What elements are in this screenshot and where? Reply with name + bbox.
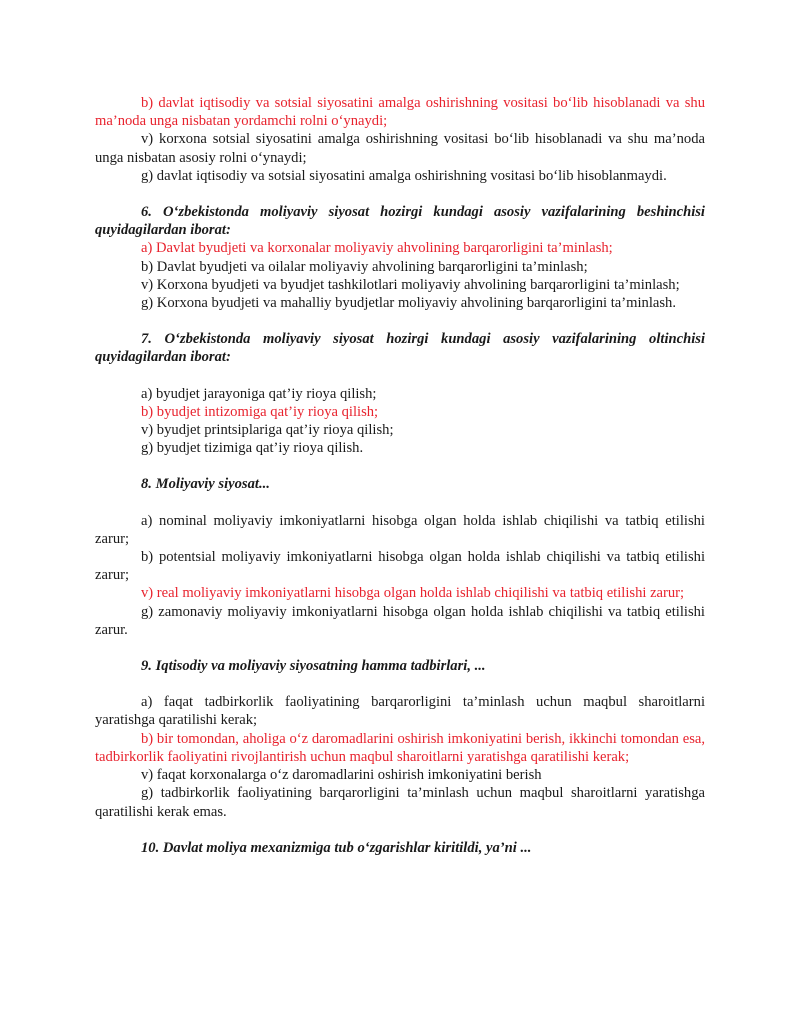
q8-option-b: b) potentsial moliyaviy imkoniyatlarni hisobga olgan holda ishlab chiqilishi va tatbiq etilishi zarur;	[95, 549, 705, 584]
q5-option-v: v) korxona sotsial siyosatini amalga oshirishning vositasi bo‘lib hisoblanadi va shu ma’noda unga nisbatan asosiy rolni o‘ynaydi;	[95, 131, 705, 166]
q6-option-v: v) Korxona byudjeti va byudjet tashkilotlari moliyaviy ahvolining barqarorligini ta’minlash;	[141, 276, 680, 293]
q10-question: 10. Davlat moliya mexanizmiga tub o‘zgarishlar kiritildi, ya’ni ...	[141, 839, 532, 856]
spacer	[95, 494, 705, 512]
spacer	[95, 367, 705, 385]
spacer	[95, 312, 705, 330]
q9-option-v: v) faqat korxonalarga o‘z daromadlarini oshirish imkoniyatini berish	[141, 767, 542, 784]
q9-option-b: b) bir tomondan, aholiga o‘z daromadlarini oshirish imkoniyatini berish, ikkinchi tomondan esa, tadbirkorlik faoliyatini rivojlantirish uchun maqbul sharoitlarni yaratishga qaratilishi kerak;	[95, 730, 705, 765]
q7-option-g: g) byudjet tizimiga qat’iy rioya qilish.	[141, 440, 364, 457]
q6-question: 6. O‘zbekistonda moliyaviy siyosat hozirgi kundagi asosiy vazifalarining beshinchisi quyidagilardan iborat:	[95, 204, 705, 239]
spacer	[95, 675, 705, 693]
q9-question: 9. Iqtisodiy va moliyaviy siyosatning hamma tadbirlari, ...	[141, 658, 486, 675]
q9-option-a: a) faqat tadbirkorlik faoliyatining barqarorligini ta’minlash uchun maqbul sharoitlarni yaratishga qaratilishi kerak;	[95, 694, 705, 729]
q8-option-g: g) zamonaviy moliyaviy imkoniyatlarni hisobga olgan holda ishlab chiqilishi va tatbiq etilishi zarur.	[95, 603, 705, 638]
q5-option-g: g) davlat iqtisodiy va sotsial siyosatini amalga oshirishning vositasi bo‘lib hisoblanmaydi.	[141, 167, 667, 184]
q8-question: 8. Moliyaviy siyosat...	[141, 476, 270, 493]
spacer	[95, 457, 705, 475]
q6-option-a: a) Davlat byudjeti va korxonalar moliyaviy ahvolining barqarorligini ta’minlash;	[141, 240, 613, 257]
document-page	[95, 94, 705, 857]
q9-option-g: g) tadbirkorlik faoliyatining barqarorligini ta’minlash uchun maqbul sharoitlarni yaratishga qaratilishi kerak emas.	[95, 785, 705, 820]
q6-option-b: b) Davlat byudjeti va oilalar moliyaviy ahvolining barqarorligini ta’minlash;	[141, 258, 588, 275]
q6-option-g: g) Korxona byudjeti va mahalliy byudjetlar moliyaviy ahvolining barqarorligini ta’minlash.	[141, 295, 676, 312]
q7-option-b: b) byudjet intizomiga qat’iy rioya qilish;	[141, 403, 379, 420]
q8-option-v: v) real moliyaviy imkoniyatlarni hisobga olgan holda ishlab chiqilishi va tatbiq etilishi zarur;	[141, 585, 685, 602]
q7-option-v: v) byudjet printsiplariga qat’iy rioya qilish;	[141, 422, 394, 439]
q7-option-a: a) byudjet jarayoniga qat’iy rioya qilish;	[141, 385, 377, 402]
q8-option-a: a) nominal moliyaviy imkoniyatlarni hisobga olgan holda ishlab chiqilishi va tatbiq etilishi zarur;	[95, 512, 705, 547]
q5-option-b: b) davlat iqtisodiy va sotsial siyosatini amalga oshirishning vositasi bo‘lib hisoblanadi va shu ma’noda unga nisbatan yordamchi rolni o‘ynaydi;	[95, 95, 705, 130]
spacer	[95, 185, 705, 203]
spacer	[95, 821, 705, 839]
q7-question: 7. O‘zbekistonda moliyaviy siyosat hozirgi kundagi asosiy vazifalarining oltinchisi quyidagilardan iborat:	[95, 331, 705, 366]
spacer	[95, 639, 705, 657]
